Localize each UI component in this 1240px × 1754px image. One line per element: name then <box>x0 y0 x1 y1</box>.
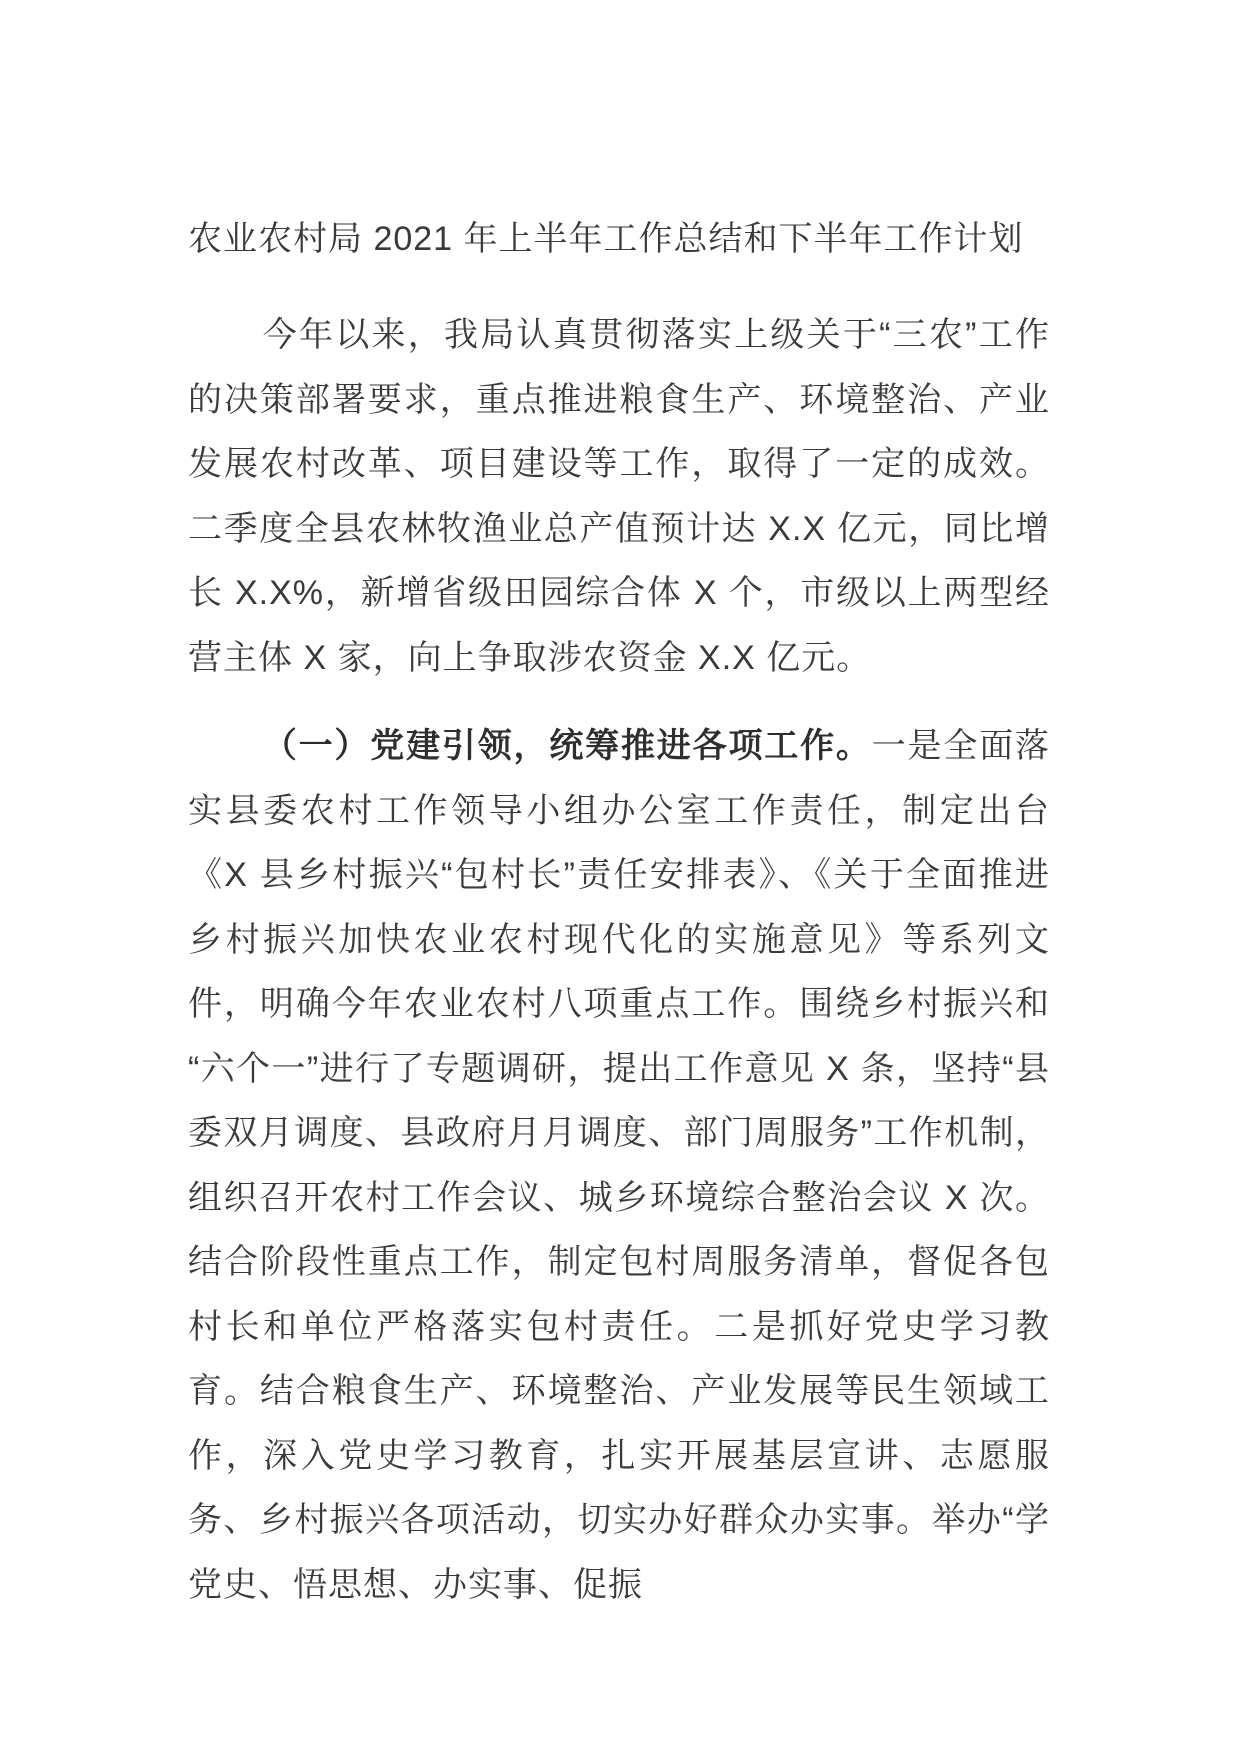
document-title: 农业农村局 2021 年上半年工作总结和下半年工作计划 <box>188 220 1024 258</box>
section-1-heading-run: （一）党建引领，统筹推进各项工作。 <box>262 727 872 765</box>
section-1-body-run: 一是全面落实县委农村工作领导小组办公室工作责任，制定出台《X 县乡村振兴“包村长”责任安排表》、《关于全面推进乡村振兴加快农业农村现代化的实施意见》等系列文件，明确今年农业农村八项重点工作。围绕乡村振兴和“六个一”进行了专题调研，提出工作意见 X 条，坚持“县委双月调度、县政府月月调度、部门周服务”工作机制，组织召开农村工作会议、城乡环境综合整治会议 X 次。结合阶段性重点工作，制定包村周服务清单，督促各包村长和单位严格落实包村责任。二是抓好党史学习教育。结合粮食生产、环境整治、产业发展等民生领域工作，深入党史学习教育，扎实开展基层宣讲、志愿服务、乡村振兴各项活动，切实办好群众办实事。举办“学党史、悟思想、办实事、促振 <box>188 727 1051 1604</box>
paragraph-section-1 <box>188 714 1050 1617</box>
intro-text-run: 今年以来，我局认真贯彻落实上级关于“三农”工作的决策部署要求，重点推进粮食生产、环境整治、产业发展农村改革、项目建设等工作，取得了一定的成效。二季度全县农林牧渔业总产值预计达 X.X 亿元，同比增长 X.X%，新增省级田园综合体 X 个，市级以上两型经营主体 X 家，向上争取涉农资金 X.X 亿元。 <box>188 316 1050 677</box>
paragraph-intro <box>188 303 1050 690</box>
